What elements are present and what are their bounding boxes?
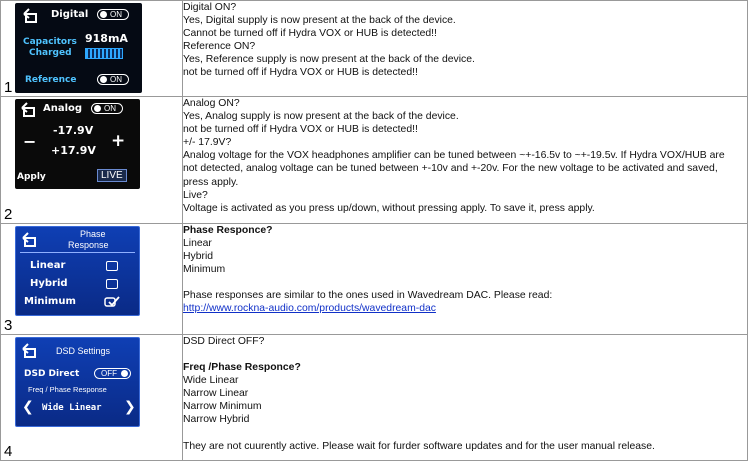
charged-label: Charged [29,48,72,58]
option-item: Wide Linear [183,375,239,387]
plus-voltage: +17.9V [51,144,96,157]
table-row [1,224,748,335]
minus-voltage: -17.9V [53,124,94,137]
text-line: Voltage is activated as you press up/down, without pressing apply. To save it, press apply. [183,202,595,214]
text-line: Digital ON? [183,2,237,13]
image-cell [1,1,183,97]
section-heading: Phase Responce? [183,225,273,236]
toggle-analog [91,103,123,114]
row-number: 3 [4,317,13,334]
option-item: Narrow Hybrid [183,414,250,426]
toggle-label: ON [110,10,122,19]
right-arrow-icon: ❯ [124,399,136,415]
row-number: 1 [4,79,13,96]
description-cell [183,1,748,97]
description-cell [183,97,748,224]
screen-title: DSD Settings [56,346,111,356]
back-icon [21,102,41,118]
back-icon [22,343,42,359]
option-item: Narrow Linear [183,388,249,400]
screen-title-line1: Phase [80,229,106,239]
option-item: Minimum [183,264,226,276]
toggle-digital [97,9,129,20]
title-divider [20,252,135,253]
apply-button: Apply [17,172,46,182]
live-button: LIVE [97,169,127,182]
option-linear: Linear [30,260,66,271]
check-icon [104,296,120,308]
table-row [1,335,748,461]
capacitors-label: Capacitors [23,37,77,47]
toggle-label: ON [104,104,116,113]
wavedream-link[interactable]: http://www.rockna-audio.com/products/wavedream-dac [183,303,436,315]
text-line: press apply. [183,176,239,188]
selected-response: Wide Linear [42,403,102,413]
text-line: not be turned off if Hydra VOX or HUB is detected!! [183,67,418,79]
text-line: not be turned off if Hydra VOX or HUB is detected!! [183,124,418,136]
text-line: Analog ON? [183,98,240,109]
toggle-reference [97,74,129,85]
checkbox-icon [106,261,118,271]
description-cell [183,224,748,335]
device-screen-phase [15,226,140,316]
footer-text: They are not cuurently active. Please wait for furder software updates and for the user manual release. [183,440,655,452]
image-cell [1,335,183,461]
screen-title: Analog [43,103,83,114]
screen-title: Digital [51,9,89,20]
toggle-label: OFF [101,369,117,378]
description-cell [183,335,748,461]
left-arrow-icon: ❮ [22,399,34,415]
spacer [183,348,747,361]
text-line: Yes, Analog supply is now present at the back of the device. [183,111,459,123]
back-icon [23,8,43,24]
dsd-direct-label: DSD Direct [24,369,80,379]
option-item: Linear [183,238,212,250]
text-line: Reference ON? [183,41,256,53]
spacer [183,276,747,289]
checkbox-icon [106,279,118,289]
section-heading: Freq /Phase Responce? [183,362,301,374]
text-line: Cannot be turned off if Hydra VOX or HUB is detected!! [183,28,437,40]
table-row [1,97,748,224]
charge-bar [85,48,123,59]
spacer [183,427,747,440]
row-number: 2 [4,206,13,223]
current-value: 918mA [85,32,128,45]
text-line: +/- 17.9V? [183,137,232,149]
device-screen-digital [15,3,142,93]
option-minimum: Minimum [24,296,76,307]
device-screen-dsd [15,337,140,427]
text-line: not detected, analog voltage can be tuned between +-10v and +-20v. For the new voltage to be activated and saved, [183,163,718,175]
image-cell [1,97,183,224]
back-icon [22,232,42,248]
text-line: Yes, Reference supply is now present at the back of the device. [183,54,475,66]
note-text: Phase responses are similar to the ones used in Wavedream DAC. Please read: [183,290,553,302]
minus-button: − [23,132,37,151]
plus-button: + [111,131,126,151]
row-number: 4 [4,443,13,460]
text-line: Yes, Digital supply is now present at the back of the device. [183,15,456,27]
screen-title-line2: Response [68,240,109,250]
reference-label: Reference [25,75,77,85]
freq-phase-label: Freq / Phase Response [28,385,107,394]
text-line: Live? [183,189,208,201]
image-cell [1,224,183,335]
text-line: DSD Direct OFF? [183,336,265,347]
option-item: Narrow Minimum [183,401,262,413]
option-item: Hybrid [183,251,214,263]
device-screen-analog [15,99,140,189]
table-row [1,1,748,97]
text-line: Analog voltage for the VOX headphones amplifier can be tuned between ~+-16.5v to ~+-19.5v. If Hydra VOX/HUB are [183,150,725,162]
option-hybrid: Hybrid [30,278,68,289]
toggle-dsd [94,368,131,379]
toggle-label: ON [110,75,122,84]
